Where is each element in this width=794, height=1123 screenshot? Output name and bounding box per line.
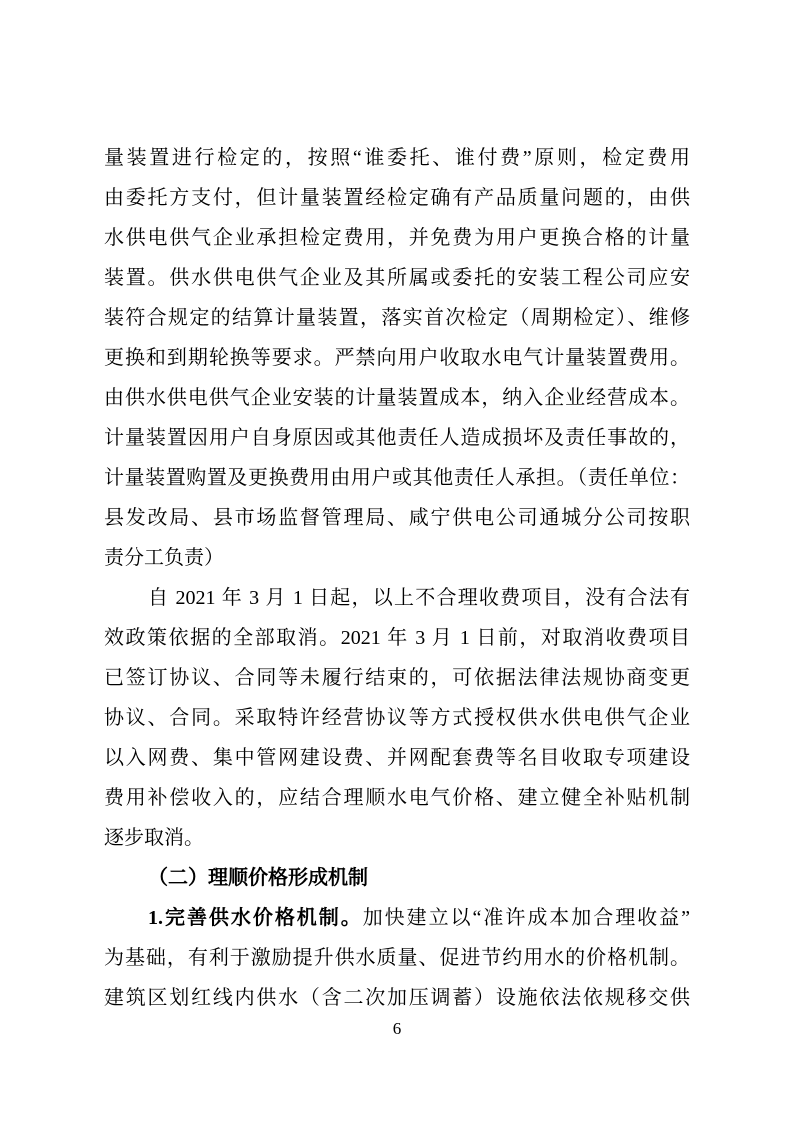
text-body [104, 138, 690, 1018]
text-run: 县发改局、县市场监督管理局、咸宁供电公司通城分公司按职 [104, 507, 690, 529]
text-line [104, 538, 690, 578]
text-line [104, 858, 690, 898]
text-line [104, 698, 690, 738]
text-line [104, 818, 690, 858]
text-line [104, 938, 690, 978]
text-line [104, 778, 690, 818]
text-line [104, 978, 690, 1018]
text-run: 自 2021 年 3 月 1 日起，以上不合理收费项目，没有合法有 [148, 587, 690, 609]
bold-text-run: 1.完善供水价格机制。 [148, 907, 363, 929]
page-number: 6 [392, 1019, 402, 1038]
text-line [104, 738, 690, 778]
text-run: 费用补偿收入的，应结合理顺水电气价格、建立健全补贴机制 [104, 787, 690, 809]
text-line [104, 658, 690, 698]
text-line [104, 378, 690, 418]
text-run: 以入网费、集中管网建设费、并网配套费等名目收取专项建设 [104, 747, 690, 769]
text-line [104, 178, 690, 218]
text-run: 装置。供水供电供气企业及其所属或委托的安装工程公司应安 [104, 267, 690, 289]
text-run: 效政策依据的全部取消。2021 年 3 月 1 日前，对取消收费项目 [104, 627, 690, 649]
text-line [104, 578, 690, 618]
text-run: 由委托方支付，但计量装置经检定确有产品质量问题的，由供 [104, 187, 690, 209]
text-run: 由供水供电供气企业安装的计量装置成本，纳入企业经营成本。 [104, 387, 690, 409]
bold-text-run: （二）理顺价格形成机制 [148, 867, 368, 889]
text-run: 水供电供气企业承担检定费用，并免费为用户更换合格的计量 [104, 227, 690, 249]
text-run: 建筑区划红线内供水（含二次加压调蓄）设施依法依规移交供 [104, 987, 690, 1009]
text-line [104, 338, 690, 378]
text-line [104, 298, 690, 338]
text-run: 计量装置购置及更换费用由用户或其他责任人承担。（责任单位： [104, 467, 690, 489]
text-run: 已签订协议、合同等未履行结束的，可依据法律法规协商变更 [104, 667, 690, 689]
text-line [104, 258, 690, 298]
text-run: 逐步取消。 [104, 827, 204, 849]
text-line [104, 458, 690, 498]
text-run: 量装置进行检定的，按照“谁委托、谁付费”原则，检定费用 [104, 147, 690, 169]
text-run: 协议、合同。采取特许经营协议等方式授权供水供电供气企业 [104, 707, 690, 729]
text-run: 责分工负责） [104, 547, 224, 569]
text-line [104, 898, 690, 938]
text-line [104, 138, 690, 178]
text-run: 为基础，有利于激励提升供水质量、促进节约用水的价格机制。 [104, 947, 690, 969]
text-run: 加快建立以“准许成本加合理收益” [362, 907, 690, 929]
text-line [104, 498, 690, 538]
text-run: 装符合规定的结算计量装置，落实首次检定（周期检定）、维修 [104, 307, 690, 329]
text-run: 更换和到期轮换等要求。严禁向用户收取水电气计量装置费用。 [104, 347, 690, 369]
text-line [104, 418, 690, 458]
text-run: 计量装置因用户自身原因或其他责任人造成损坏及责任事故的， [104, 427, 690, 449]
text-line [104, 218, 690, 258]
text-line [104, 618, 690, 658]
